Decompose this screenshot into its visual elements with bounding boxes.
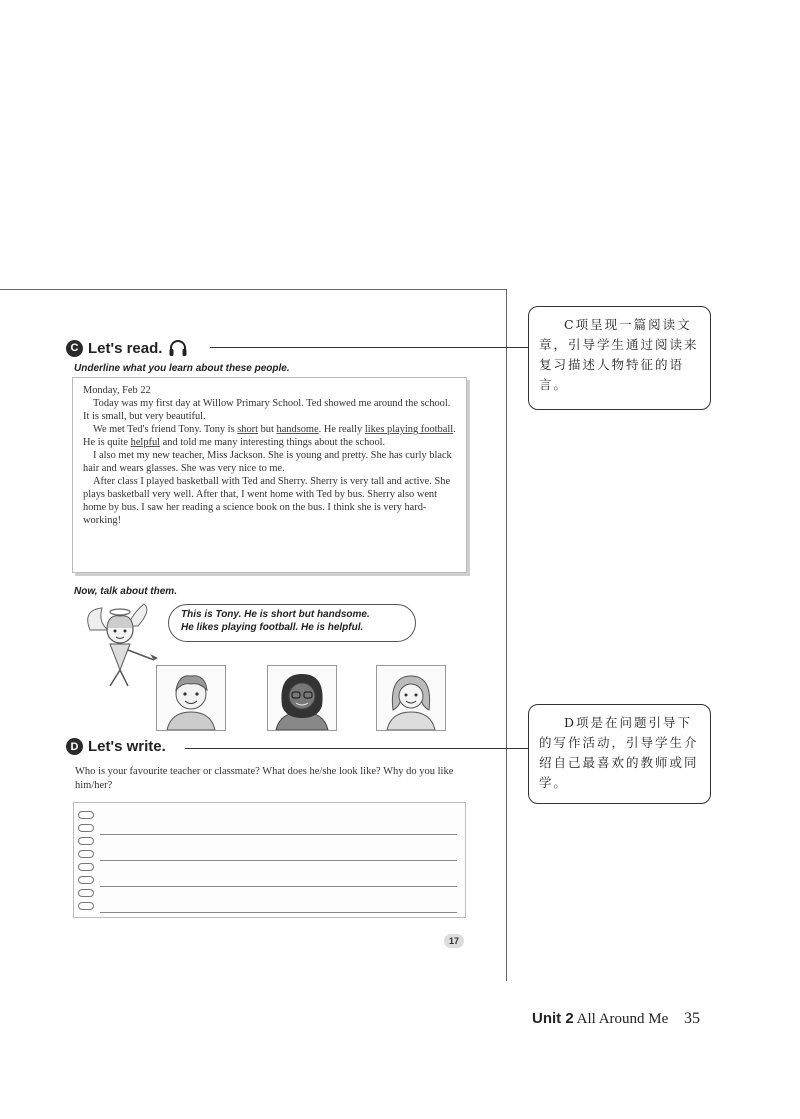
spiral-icon [78,850,94,858]
page-footer [532,1010,700,1028]
section-c-badge: C [66,340,83,357]
writing-line [74,861,465,874]
writing-line [74,900,465,913]
ruled-line [100,912,457,913]
leader-line-d [185,748,528,749]
writing-line [74,874,465,887]
section-c-title: Let's read. [88,339,163,357]
paragraph-3: I also met my new teacher, Miss Jackson. She is young and pretty. She has curly black hair and wears glasses. She was very nice to me. [83,450,452,474]
paragraph-4: After class I played basketball with Ted and Sherry. Sherry is very tall and active. She plays basketball very well. After that, I went home with Ted by bus. Sherry also went home by bus. I saw her reading a science book on the bus. I think she is very hard-working! [83,476,451,526]
talk-instruction: Now, talk about them. [74,586,177,597]
inner-page-number: 17 [444,934,464,948]
writing-line [74,848,465,861]
text: and told me many interesting things about the school. [160,437,386,448]
paragraph-2 [83,423,458,449]
section-c-instruction: Underline what you learn about these people. [74,363,290,374]
writing-line [74,835,465,848]
girl-face-icon [377,666,445,730]
writing-line [74,887,465,900]
footer-unit: Unit 2 [532,1010,574,1027]
spiral-icon [78,876,94,884]
portrait-sherry [376,665,446,731]
section-d-title: Let's write. [88,738,166,755]
text: but [258,424,277,435]
spiral-icon [78,824,94,832]
note-section-d: D项是在问题引导下的写作活动，引导学生介绍自己最喜欢的教师或同学。 [528,704,711,804]
speech-bubble [168,604,416,642]
footer-title: All Around Me [576,1011,669,1027]
underlined-word: handsome [276,424,319,435]
text: We met Ted's friend Tony. Tony is [93,424,238,435]
underlined-word: short [237,424,259,435]
text: . He is quite [83,424,456,448]
boy-face-icon [157,666,225,730]
text: . He really [318,424,365,435]
angel-illustration [80,600,160,692]
footer-page-number: 35 [684,1010,701,1027]
bubble-line-1: This is Tony. He is short but handsome. [181,609,370,620]
leader-line-c [210,347,528,348]
writing-prompt: Who is your favourite teacher or classmate? What does he/she look like? Why do you like him/her? [75,766,454,791]
paragraph-1: Today was my first day at Willow Primary School. Ted showed me around the school. It is small, but very beautiful. [83,398,451,422]
bubble-line-2: He likes playing football. He is helpful. [181,622,364,633]
portrait-tony [156,665,226,731]
writing-line [74,809,465,822]
note-section-c: C项呈现一篇阅读文章，引导学生通过阅读来复习描述人物特征的语言。 [528,306,711,410]
section-d-badge: D [66,738,83,755]
underlined-word: likes playing football [364,424,454,435]
section-c-heading [66,339,188,357]
writing-area [73,802,466,918]
spiral-icon [78,811,94,819]
spiral-icon [78,863,94,871]
section-d-heading [66,738,166,755]
spiral-icon [78,902,94,910]
diary-date: Monday, Feb 22 [83,385,151,396]
headphones-icon [168,339,188,357]
spiral-icon [78,889,94,897]
spiral-icon [78,837,94,845]
reading-passage [72,377,467,573]
writing-line [74,822,465,835]
woman-face-icon [268,666,336,730]
underlined-word: helpful [130,437,161,448]
portrait-miss-jackson [267,665,337,731]
